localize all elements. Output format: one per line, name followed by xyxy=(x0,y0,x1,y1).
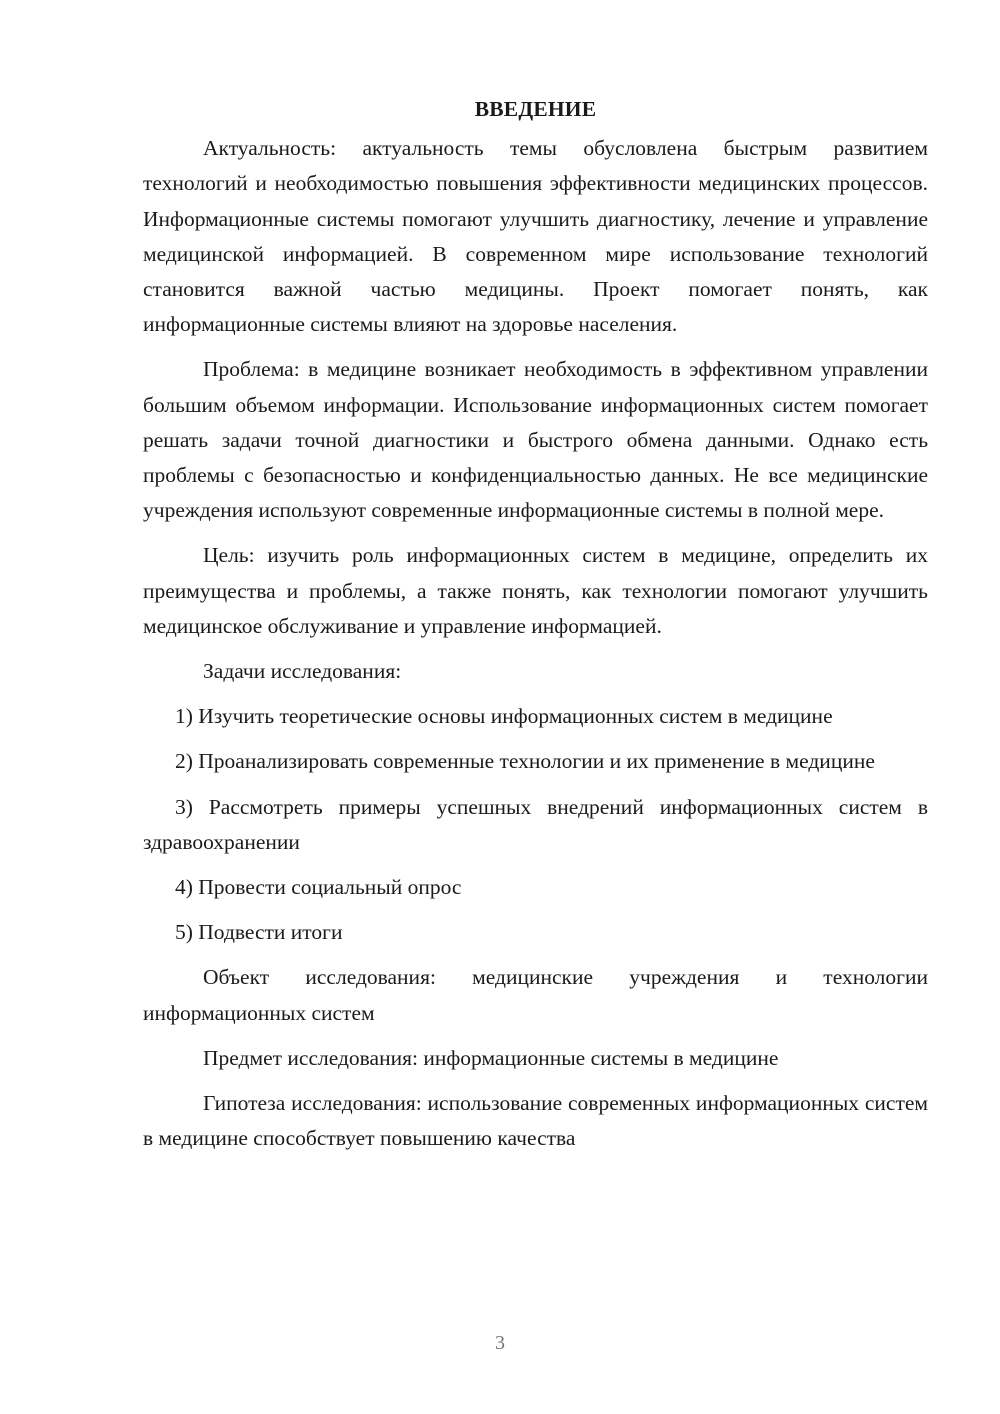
task-item: 1) Изучить теоретические основы информационных систем в медицине xyxy=(175,704,833,729)
task-item: 3) Рассмотреть примеры успешных внедрений информационных систем в здравоохранении xyxy=(143,794,928,854)
paragraph-hypothesis: Гипотеза исследования: использование современных информационных систем в медицине способствует повышению качества xyxy=(143,1091,928,1151)
paragraph-goal: Цель: изучить роль информационных систем в медицине, определить их преимущества и проблемы, а также понять, как технологии помогают улучшить медицинское обслуживание и управление информацией. xyxy=(143,543,928,638)
paragraph-problem: Проблема: в медицине возникает необходимость в эффективном управлении большим объемом информации. Использование информационных систем помогает решать задачи точной диагностики и быстрого обмена данными. Однако есть проблемы с безопасностью и конфиденциальностью данных. Не все медицинские учреждения используют современные информационные системы в полной мере. xyxy=(143,357,928,523)
task-item: 5) Подвести итоги xyxy=(175,920,343,945)
document-page xyxy=(143,92,928,1166)
paragraph-object: Объект исследования: медицинские учреждения и технологии информационных систем xyxy=(143,965,928,1025)
paragraph-subject: Предмет исследования: информационные системы в медицине xyxy=(203,1045,779,1070)
page-number: 3 xyxy=(495,1332,505,1354)
task-item: 4) Провести социальный опрос xyxy=(175,875,462,900)
paragraph-relevance: Актуальность: актуальность темы обусловлена быстрым развитием технологий и необходимостью повышения эффективности медицинских процессов. Информационные системы помогают улучшить диагностику, лечение и управление медицинской информацией. В современном мире использование технологий становится важной частью медицины. Проект помогает понять, как информационные системы влияют на здоровье населения. xyxy=(143,136,928,337)
section-title: ВВЕДЕНИЕ xyxy=(474,97,597,121)
paragraph-tasks-heading: Задачи исследования: xyxy=(203,659,402,684)
task-item: 2) Проанализировать современные технологии и их применение в медицине xyxy=(175,749,875,774)
